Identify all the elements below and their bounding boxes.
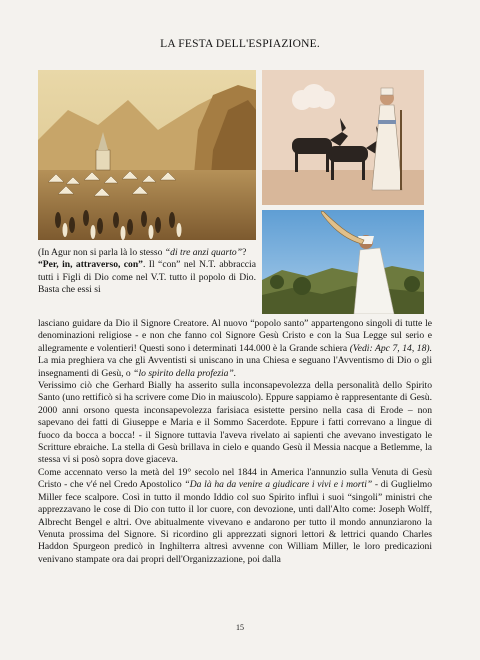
intro-text-block — [38, 247, 256, 297]
priest-with-goats-illustration — [262, 70, 424, 205]
main-text-block — [38, 318, 432, 566]
text-run: . Il “con” nel N.T. abbraccia tutti i Figli di Dio come nel V.T. tutto il popolo di Dio. Basta che essi si — [38, 259, 256, 296]
page-number: 15 — [236, 623, 244, 632]
page-title: LA FESTA DELL'ESPIAZIONE. — [160, 38, 320, 50]
text-run: (In Agur non si parla là lo stesso — [38, 247, 165, 258]
text-run: Come accennato verso la metà del 19° secolo nel 1844 in America l'annunzio sulla Venuta di Gesù Cristo - che v'é nel Credo Apostolico — [38, 466, 432, 491]
paragraph — [38, 259, 256, 296]
italic-reference: (Vedi: Apc 7, 14, 18). — [349, 342, 432, 354]
paragraph: Verissimo ciò che Gerhard Bially ha asserito sulla inconsapevolezza della personalità dello Spirito Santo (uno rettificò si ha scrivere come Dio in maiuscolo). Eppure sappiamo è rappresentante di Gesù. 2000 anni orsono questa inconsapevolezza farisiaca esistette persino nella casa di Erode – non sapevano dei fatti di Giuseppe e Maria e il Sommo Sacerdote. Eppure i fatti correvano a lingue di fuoco da bocca a bocca! - il Signore tuttavia l'aveva rivelato ai sapienti che avevano investigato le Scritture ebraiche. La stella di Gesù brillava in cielo e quando Gesù il Messia nacque a Betlemme, la stessa vi si posò sopra dove giaceva. — [38, 380, 432, 466]
italic-quote: “lo spirito della profezia”. — [133, 367, 237, 379]
text-run: ? — [242, 247, 247, 258]
paragraph — [38, 247, 256, 259]
paragraph — [38, 467, 432, 566]
shofar-blower-photo — [262, 210, 424, 314]
paragraph — [38, 318, 432, 380]
desert-camp-illustration — [38, 70, 256, 240]
italic-quote: “Da là ha da venire a giudicare i vivi e i morti” — [184, 479, 373, 491]
bold-phrase: “Per, in, attraverso, con” — [38, 259, 143, 271]
text-run: lasciano guidare da Dio il Signore Creatore. Al nuovo “popolo santo” appartengono singoli di tutte le denominazioni religiose - e non che fanno col Signore Gesù Cristo e con la Sua Legge sul serio e allegramente e volentieri! Questi sono i determinati 144.000 è la Grande schiera — [38, 318, 432, 354]
text-run: - di Guglielmo Miller fece scalpore. Così in tutto il mondo Iddio col suo Spirito influì i suoi “singoli” ministri che apprezzavano le cose di Dio con tutto il lor cuore, con devozione, unti dall'Alto come: Joseph Wolff, Albrecht Bengel e altri. Ove abitualmente vivevano e andarono per tutto il mondo annunziarono la Venuta prossima del Signore. Si ricordino gli apprezzati signori lettori & lettrici quando Charles Haddon Spurgeon predicò in Inghilterra altresì avvenne con William Miller, le loro predicazioni venivano stampate ora dai propri dell'Organizzazione, poi dalla — [38, 479, 432, 565]
text-run: La mia preghiera va che gli Avventisti si uniscano in una Chiesa e seguano l'Avventismo di Dio o gli insegnamenti di Gesù, o — [38, 355, 432, 379]
italic-quote: “di tre anzi quarto” — [164, 247, 243, 258]
